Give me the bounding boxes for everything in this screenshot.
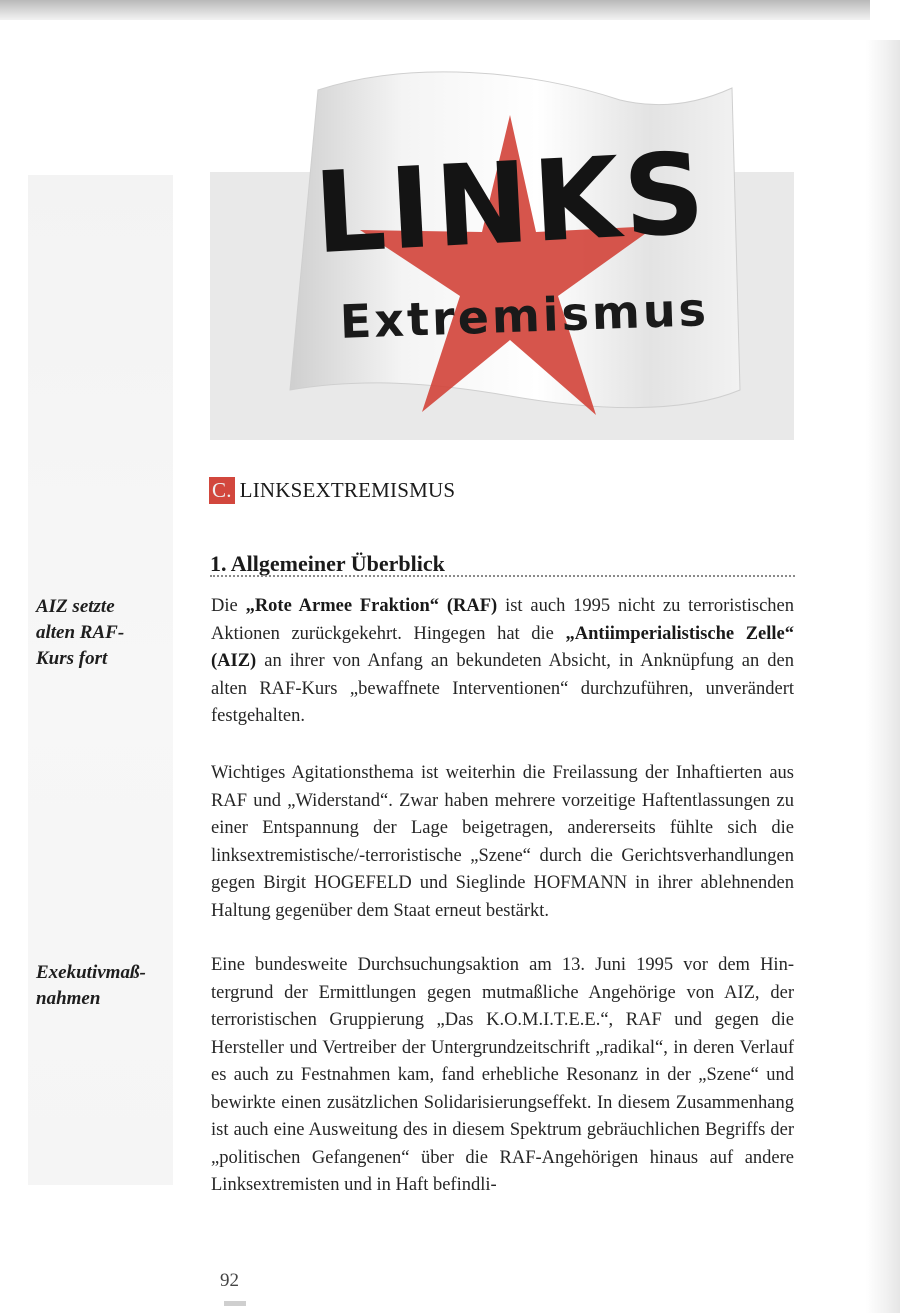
section-title: LINKSEXTREMISMUS — [239, 478, 456, 502]
page-number: 92 — [220, 1270, 239, 1291]
margin-note-panel — [28, 175, 173, 1185]
section-heading — [209, 477, 455, 504]
paragraph-3: Eine bundesweite Durchsuchungsaktion am 13. Juni 1995 vor dem Hintergrund der Ermittlungen gegen mutmaßliche Angehörige von AIZ, der terroristischen Gruppierung „Das K.O.M.I.T.E.E.“, RAF und gegen die Hersteller und Vertreiber der Untergrundzeitschrift „radikal“, in deren Verlauf es auch zu Festnahmen kam, fand erhebliche Resonanz in der „Szene“ und bewirkte einen zusätzlichen Solidarisierungseffekt. In diesem Zusammenhang ist auch eine Ausweitung des in diesem Spektrum gebräuchlichen Begriffs der „politischen Gefangenen“ über die RAF-Angehörigen hinaus auf andere Linksextremisten und in Haft befindli- — [211, 955, 794, 1195]
dotted-divider — [210, 575, 795, 577]
linksextremismus-flag-banner — [210, 60, 794, 440]
banner-word-links: LINKS — [311, 128, 712, 280]
section-letter: C. — [209, 477, 235, 504]
term-raf: „Rote Armee Fraktion“ (RAF) — [245, 596, 498, 616]
paragraph-2: Wichtiges Agitationsthema ist weiterhin die Freilassung der Inhaftierten aus RAF und „Widerstand“. Zwar haben mehrere vorzeitige Haftentlassungen zu einer Entspannung der Lage beigetragen, andererseits fühlte sich die linksextremistische/-terroristische „Szene“ durch die Gerichtsverhandlungen gegen Birgit HOGEFELD und Sieglinde HOFMANN in ihrer ablehnenden Haltung gegenüber dem Staat erneut bestärkt. — [211, 763, 794, 921]
scan-top-edge — [0, 0, 870, 20]
margin-note-exekutiv: Exekutivmaß-nahmen — [36, 962, 146, 1009]
page-number-mark — [224, 1301, 246, 1306]
paragraph-1: Die „Rote Armee Fraktion“ (RAF) ist auch 1995 nicht zu terroristischen Aktionen zurückgekehrt. Hingegen hat die „Antiimperialistische Zelle“ (AIZ) an ihrer von Anfang an bekundeten Absicht, in Anknüpfung an den alten RAF-Kurs „bewaffnete Interventionen“ durchzuführen, unverändert festgehalten. — [211, 596, 794, 726]
banner-word-extremismus: Extremismus — [339, 282, 710, 349]
subsection-title: 1. Allgemeiner Überblick — [210, 551, 445, 576]
scan-right-edge — [866, 40, 900, 1313]
term-aiz: „Antiimperialistische Zelle“ (AIZ) — [211, 623, 794, 671]
margin-note-aiz: AIZ setzte alten RAF-Kurs fort — [36, 596, 125, 669]
